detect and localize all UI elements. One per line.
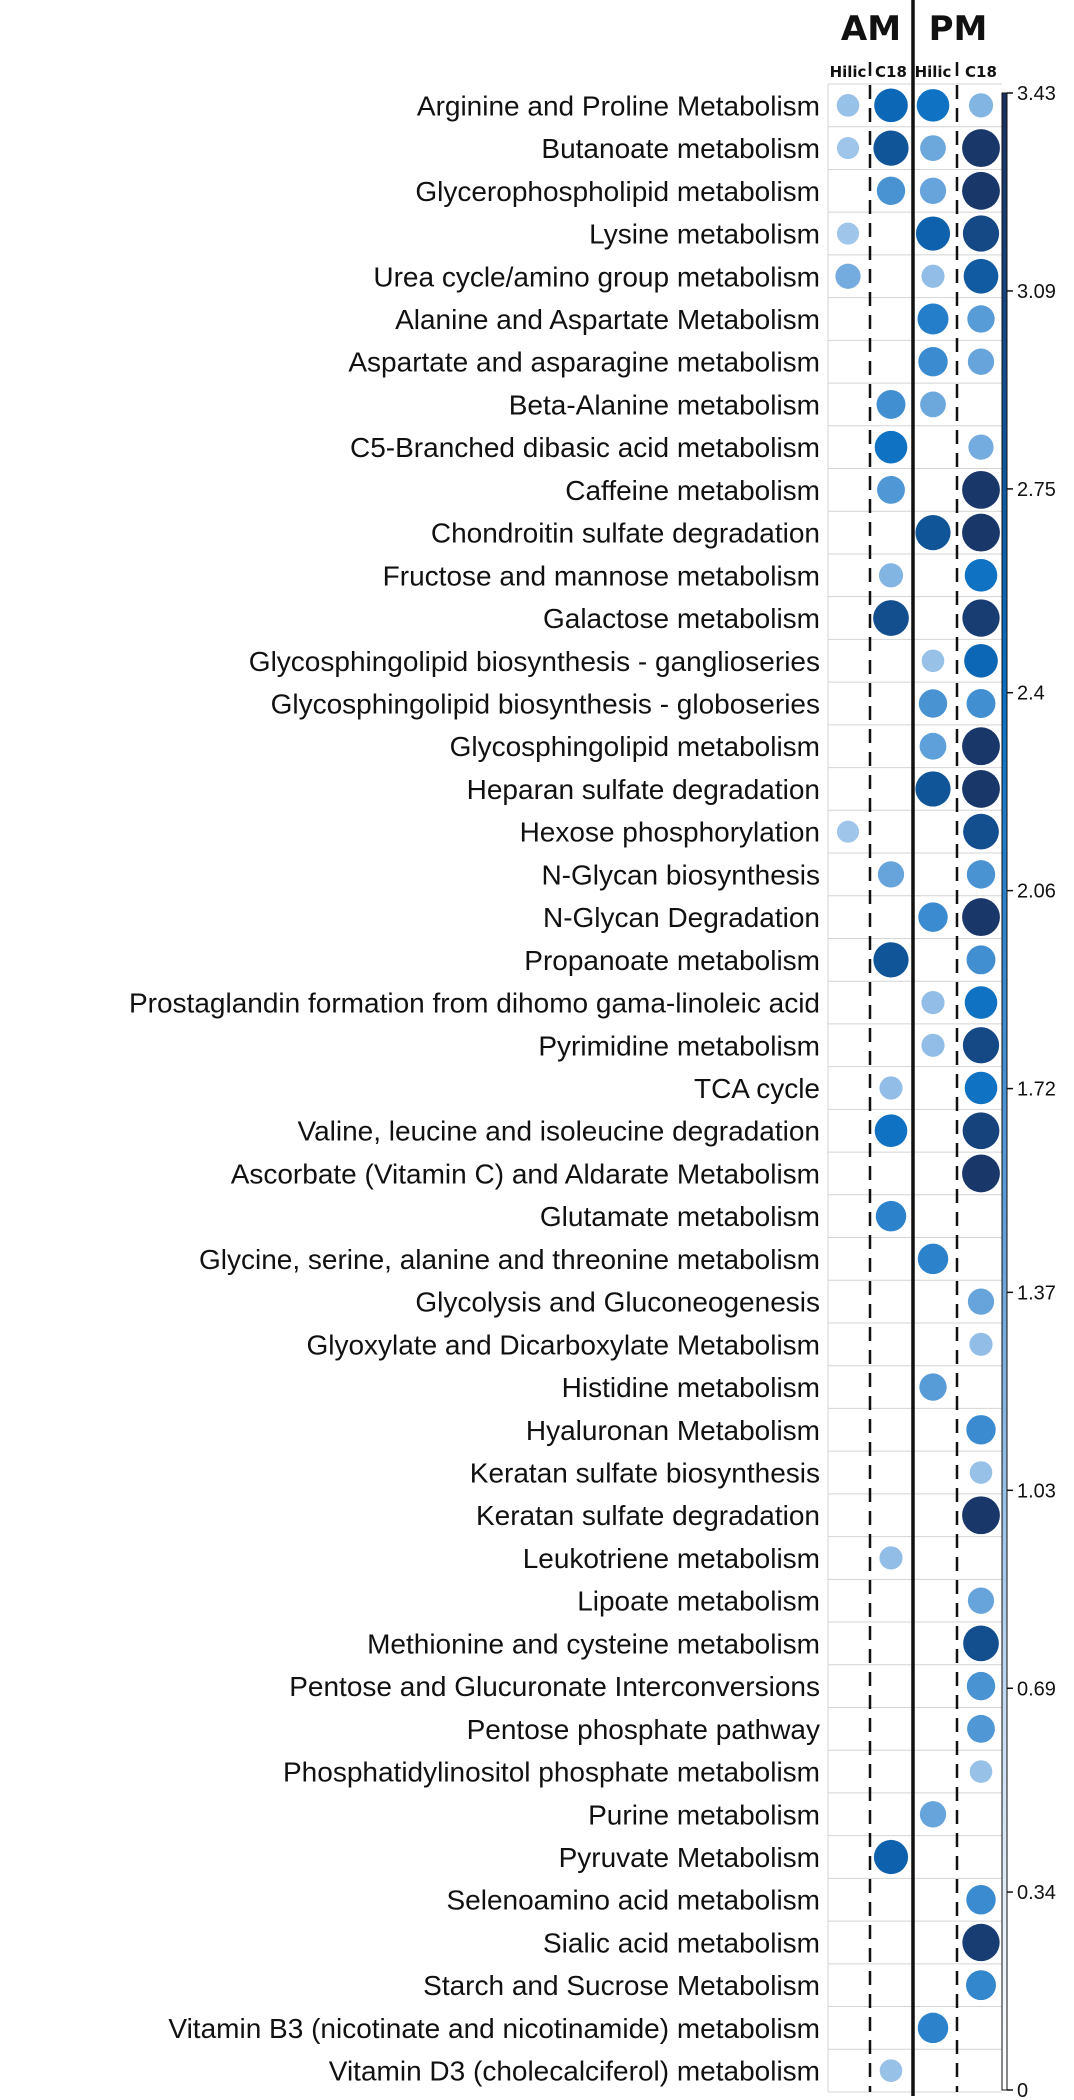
- bubble: [835, 264, 860, 289]
- row-label: Aspartate and asparagine metabolism: [348, 346, 820, 378]
- row-label: Leukotriene metabolism: [522, 1542, 820, 1574]
- bubble: [962, 172, 1000, 210]
- bubble: [968, 349, 994, 375]
- bubble: [879, 1076, 902, 1099]
- bubble: [837, 222, 859, 244]
- row-label: Fructose and mannose metabolism: [382, 560, 820, 592]
- bubble: [877, 177, 905, 205]
- colorbar: [1002, 83, 1056, 2100]
- bubble: [963, 1626, 999, 1662]
- bubble: [966, 1415, 995, 1444]
- row-labels: [129, 90, 820, 2086]
- bubble: [875, 431, 908, 464]
- bubble: [920, 178, 946, 204]
- colorbar-tick-label: 0: [1017, 2080, 1029, 2100]
- row-label: Keratan sulfate biosynthesis: [469, 1457, 820, 1489]
- bubble: [965, 559, 998, 592]
- row-label: Methionine and cysteine metabolism: [367, 1628, 820, 1660]
- colorbar-tick-label: 0.69: [1017, 1678, 1056, 1701]
- row-label: Pyrimidine metabolism: [538, 1030, 820, 1062]
- bubble: [962, 898, 1000, 936]
- bubble: [962, 471, 1000, 509]
- bubble: [921, 991, 944, 1014]
- row-label: Phosphatidylinositol phosphate metabolism: [283, 1756, 820, 1788]
- bubble: [837, 94, 860, 117]
- bubble: [915, 515, 950, 550]
- bubble: [970, 1461, 993, 1484]
- colorbar-tick-label: 3.09: [1017, 280, 1056, 303]
- bubble: [874, 1840, 908, 1874]
- bubble: [876, 1201, 906, 1231]
- bubble: [969, 1333, 992, 1356]
- bubble: [875, 1114, 908, 1147]
- bubble: [965, 1072, 998, 1105]
- row-label: Pentose and Glucuronate Interconversions: [289, 1671, 820, 1703]
- bubble: [967, 860, 995, 888]
- bubble: [873, 130, 908, 165]
- bubble: [918, 1244, 948, 1274]
- bubble: [965, 986, 998, 1019]
- bubble: [873, 600, 909, 636]
- row-label: Ascorbate (Vitamin C) and Aldarate Metabolism: [230, 1158, 820, 1190]
- bubble: [915, 771, 950, 806]
- row-label: Vitamin B3 (nicotinate and nicotinamide) metabolism: [168, 2012, 820, 2044]
- row-label: Histidine metabolism: [561, 1372, 820, 1404]
- bubble: [962, 514, 1000, 552]
- colorbar-tick-label: 2.4: [1017, 682, 1045, 705]
- row-label: Purine metabolism: [588, 1799, 820, 1831]
- bubble: [920, 392, 946, 418]
- bubble-layer: [835, 89, 1000, 2082]
- bubble: [878, 861, 904, 887]
- bubble: [918, 2013, 948, 2043]
- bubble: [874, 89, 908, 123]
- bubble: [963, 1027, 999, 1063]
- bubble: [968, 435, 993, 460]
- bubble: [967, 305, 994, 332]
- bubble: [964, 644, 998, 678]
- row-label: Lysine metabolism: [589, 218, 820, 250]
- row-label: Glutamate metabolism: [539, 1201, 820, 1233]
- row-label: Prostaglandin formation from dihomo gama-linoleic acid: [128, 987, 820, 1019]
- row-label: Glycerophospholipid metabolism: [415, 175, 820, 207]
- row-label: Glycosphingolipid metabolism: [449, 731, 820, 763]
- group-header: AM: [840, 9, 902, 49]
- row-label: Pentose phosphate pathway: [466, 1713, 820, 1745]
- bubble: [966, 1970, 996, 2000]
- row-label: N-Glycan Degradation: [542, 902, 820, 934]
- bubble: [967, 1672, 995, 1700]
- bubble: [963, 215, 999, 251]
- row-label: TCA cycle: [693, 1073, 820, 1104]
- row-label: Beta-Alanine metabolism: [508, 389, 820, 421]
- bubble: [919, 1373, 946, 1400]
- row-label: Glyoxylate and Dicarboxylate Metabolism: [306, 1329, 820, 1361]
- colorbar-gradient: [1002, 93, 1007, 2090]
- bubble: [837, 821, 859, 843]
- bubble: [962, 727, 1000, 765]
- bubble: [920, 1801, 946, 1827]
- colorbar-tick-label: 1.72: [1017, 1078, 1056, 1101]
- subcolumn-header: Hilic: [829, 63, 867, 81]
- group-header: PM: [928, 9, 988, 49]
- subcolumn-header: Hilic: [914, 63, 952, 81]
- row-label: Heparan sulfate degradation: [466, 773, 820, 805]
- row-label: Hexose phosphorylation: [519, 816, 820, 848]
- bubble: [966, 1885, 995, 1914]
- bubble: [917, 303, 948, 334]
- row-label: Keratan sulfate degradation: [475, 1500, 820, 1532]
- bubble: [962, 1924, 999, 1961]
- row-label: Sialic acid metabolism: [543, 1927, 820, 1959]
- row-label: Glycosphingolipid biosynthesis - globoseries: [270, 688, 820, 720]
- row-label: N-Glycan biosynthesis: [541, 859, 820, 891]
- colorbar-tick-label: 2.06: [1017, 880, 1056, 903]
- row-label: Alanine and Aspartate Metabolism: [395, 303, 820, 335]
- bubble: [970, 1760, 993, 1783]
- row-label: Vitamin D3 (cholecalciferol) metabolism: [328, 2055, 820, 2087]
- bubble: [968, 1588, 994, 1614]
- bubble: [837, 137, 859, 159]
- bubble: [968, 1288, 994, 1314]
- bubble: [877, 390, 906, 419]
- bubble: [920, 135, 946, 161]
- bubble: [879, 1546, 902, 1569]
- bubble: [921, 265, 944, 288]
- bubble: [918, 902, 947, 931]
- bubble: [967, 1715, 995, 1743]
- row-label: Propanoate metabolism: [524, 944, 820, 976]
- bubble: [964, 259, 999, 294]
- bubble: [962, 129, 1000, 167]
- subcolumn-header: C18: [965, 63, 997, 81]
- row-label: Selenoamino acid metabolism: [446, 1884, 820, 1916]
- bubble: [919, 689, 947, 717]
- row-label: Caffeine metabolism: [565, 474, 820, 506]
- bubble: [963, 814, 999, 850]
- bubble: [918, 347, 947, 376]
- bubble: [879, 563, 903, 587]
- colorbar-tick-label: 2.75: [1017, 478, 1056, 501]
- bubble: [916, 216, 950, 250]
- bubble: [920, 733, 947, 760]
- bubble: [969, 93, 993, 117]
- row-label: Starch and Sucrose Metabolism: [423, 1970, 820, 2002]
- bubble: [967, 689, 996, 718]
- bubble: [963, 1112, 1000, 1149]
- bubble: [962, 770, 1000, 808]
- bubble: [873, 942, 908, 977]
- row-label: Glycosphingolipid biosynthesis - ganglioseries: [248, 645, 820, 677]
- colorbar-tick-label: 0.34: [1017, 1882, 1056, 1905]
- row-label: Chondroitin sulfate degradation: [430, 517, 820, 549]
- row-label: Hyaluronan Metabolism: [525, 1414, 820, 1446]
- bubble: [962, 599, 999, 636]
- bubble: [962, 1496, 1000, 1534]
- subcolumn-header: C18: [875, 63, 907, 81]
- row-label: Arginine and Proline Metabolism: [416, 90, 820, 122]
- row-label: Pyruvate Metabolism: [558, 1842, 820, 1874]
- colorbar-tick-label: 1.37: [1017, 1282, 1056, 1305]
- row-label: Glycine, serine, alanine and threonine metabolism: [198, 1243, 820, 1275]
- row-label: Glycolysis and Gluconeogenesis: [415, 1286, 820, 1318]
- row-label: Valine, leucine and isoleucine degradation: [297, 1115, 820, 1147]
- bubble: [917, 89, 950, 122]
- row-label: Urea cycle/amino group metabolism: [373, 261, 820, 293]
- bubble: [962, 1155, 1000, 1193]
- bubble: [921, 1034, 944, 1057]
- row-label: C5-Branched dibasic acid metabolism: [350, 432, 820, 464]
- colorbar-tick-label: 3.43: [1017, 83, 1056, 105]
- row-label: Lipoate metabolism: [577, 1585, 820, 1617]
- bubble: [967, 945, 996, 974]
- colorbar-tick-label: 1.03: [1017, 1480, 1056, 1503]
- bubble: [880, 2059, 903, 2082]
- bubble: [877, 476, 905, 504]
- bubble: [922, 649, 945, 672]
- row-label: Butanoate metabolism: [541, 133, 820, 165]
- row-label: Galactose metabolism: [542, 603, 820, 635]
